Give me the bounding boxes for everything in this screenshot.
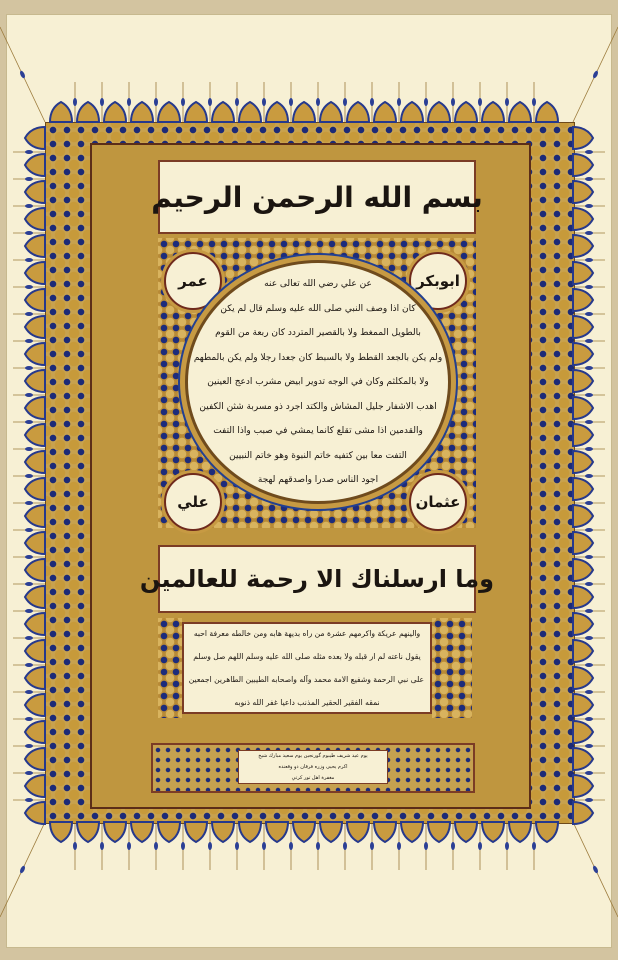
colophon-line: مغفرة اهل تور كرتي <box>291 775 335 781</box>
lower-text-line: يقول ناعته لم ار قبله ولا بعده مثله صلى الله عليه وسلم اللهم صل وسلم <box>193 652 421 661</box>
hilye-text <box>193 279 443 485</box>
hilye-line: ولم يكن بالجعد القطط ولا بالسبط كان جعدا رجلا ولم يكن بالمطهم <box>193 352 443 363</box>
medallion-umar-text: عمر <box>178 272 208 290</box>
lower-text-panel <box>182 622 432 714</box>
hilye-line: التفت معا بين كتفيه خاتم النبوة وهو خاتم النبيين <box>229 450 407 461</box>
hilye-line: اهدب الاشفار جليل المشاش والكتد اجرد ذو مسربة شثن الكفين <box>199 401 437 412</box>
lower-side-ornament-left <box>432 618 472 718</box>
hilye-line: بالطويل الممغط ولا بالقصير المتردد كان ربعة من القوم <box>215 328 421 338</box>
colophon-line: يوم عيد شريف طيبوم گورنجين يوم سعيد مبارك شيخ <box>258 753 368 759</box>
bismillah-text: بسم الله الرحمن الرحيم <box>151 180 483 214</box>
colophon-text <box>238 750 388 784</box>
lower-side-ornament-right <box>158 618 182 718</box>
verse-band <box>139 545 495 613</box>
hilye-line: كان اذا وصف النبي صلى الله عليه وسلم قال لم يكن <box>220 303 416 314</box>
medallion-ali-text: علي <box>177 493 209 511</box>
colophon-panel <box>151 743 475 793</box>
lower-text-line: والينهم عريكة واكرمهم عشرة من راه بديهة هابه ومن خالطه معرفة احبه <box>193 629 421 638</box>
hilye-line: عن علي رضي الله تعالى عنه <box>264 279 372 289</box>
hilye-central-ellipse <box>185 260 451 504</box>
verse-text: وما ارسلناك الا رحمة للعالمين <box>139 565 495 593</box>
hilye-line: والقدمين اذا مشى تقلع كانما يمشي في صبب واذا التفت <box>213 426 423 436</box>
lower-text-line: نمقه الفقير الحقير المذنب داعيا غفر الله ذنوبه <box>234 698 380 707</box>
colophon-line: اكرم يحيى وزره فرقان ذو وقعنده <box>278 764 348 770</box>
lower-text-line: على نبي الرحمة وشفيع الامة محمد وآله واصحابه الطيبين الطاهرين اجمعين <box>188 675 424 684</box>
medallion-abu-bakr-text: ابوبكر <box>416 272 460 290</box>
medallion-uthman-text: عثمان <box>415 493 461 511</box>
bismillah-band <box>151 160 483 234</box>
hilye-line: ولا بالمكلثم وكان في الوجه تدوير ابيض مشرب ادعج العينين <box>207 377 429 387</box>
hilye-line: اجود الناس صدرا واصدقهم لهجة <box>257 475 379 485</box>
